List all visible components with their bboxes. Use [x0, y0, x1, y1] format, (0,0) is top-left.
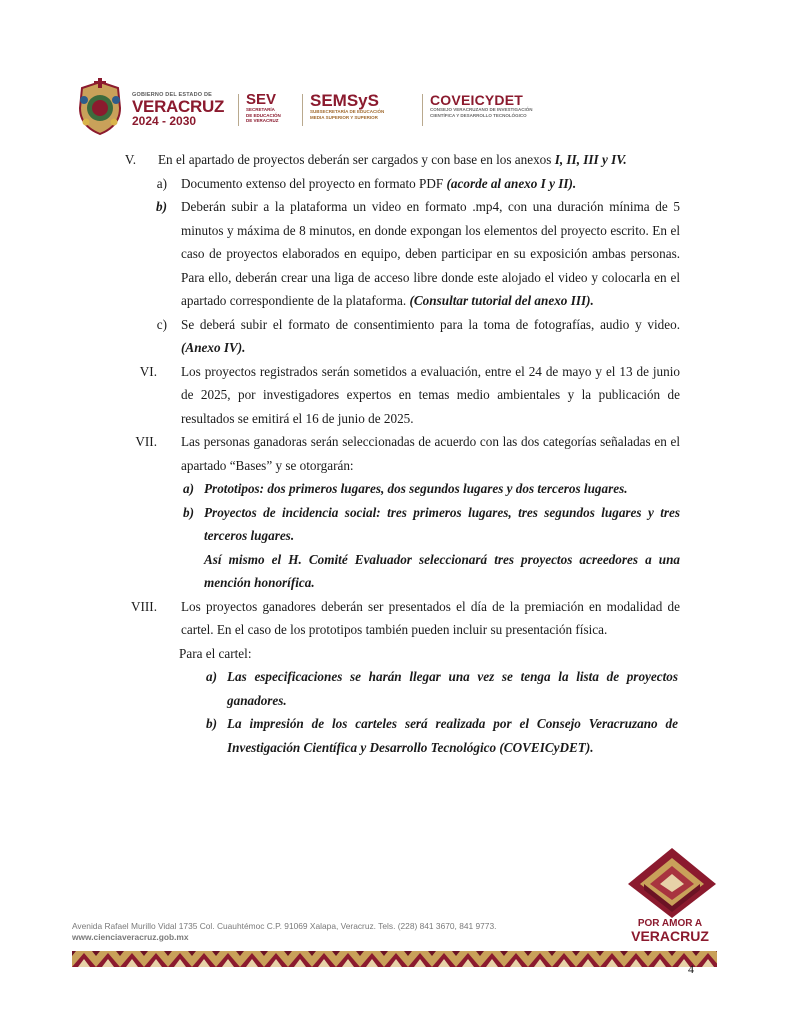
- slogan-line1: POR AMOR A: [637, 918, 703, 929]
- list-text: La impresión de los carteles será realizada por el Consejo Veracruzano de Investigación Científica y Desarrollo Tecnológico (COVEICyDET).: [227, 716, 678, 755]
- list-item: [206, 712, 678, 759]
- footer-website-link[interactable]: www.cienciaveracruz.gob.mx: [72, 932, 189, 942]
- section-number: VI.: [139, 363, 157, 379]
- list-item: [156, 313, 680, 360]
- section-text: Los proyectos ganadores deberán ser presentados el día de la premiación en modalidad de cartel. En el caso de los prototipos también pueden incluir su presentación física.: [181, 598, 680, 637]
- honorable-mention-note: [204, 548, 680, 595]
- section-v: [124, 148, 680, 172]
- section-number: VIII.: [131, 598, 157, 614]
- list-text: Deberán subir a la plataforma un video en formato .mp4, con una duración mínima de 5 minutos y máxima de 8 minutos, en donde expongan los elementos del proyecto escrito. En el caso de proyectos elaborados en equipo, deben participar en su exposición ambas personas. Para ello, deberán crear una liga de acceso libre donde este alojado el video y colocarla en el apartado correspondiente de la plataforma.: [181, 199, 680, 308]
- section-number: VII.: [135, 434, 157, 449]
- list-emphasis: (Anexo IV).: [181, 340, 246, 355]
- list-item: [156, 172, 680, 196]
- section-text: Los proyectos registrados serán sometidos a evaluación, entre el 24 de mayo y el 13 de junio de 2025, por investigadores expertos en temas medio ambientales y la publicación de resultados se emitirá el 16 de junio de 2025.: [181, 363, 680, 426]
- gob-line2: VERACRUZ: [132, 97, 225, 116]
- document-body: [0, 148, 791, 759]
- list-emphasis: (Consultar tutorial del anexo III).: [409, 293, 594, 308]
- slogan-line2: VERACRUZ: [631, 928, 709, 944]
- semsys-subtitle: SUBSECRETARÍA DE EDUCACIÓN MEDIA SUPERIOR Y SUPERIOR: [310, 109, 385, 120]
- list-item: [183, 477, 680, 501]
- semsys-logo: [310, 92, 384, 120]
- gob-line3: 2024 - 2030: [132, 114, 197, 128]
- section-number: V.: [124, 152, 136, 167]
- page-number: 4: [688, 962, 694, 976]
- list-label: b): [206, 716, 217, 731]
- list-text: Las especificaciones se harán llegar una vez se tenga la lista de proyectos ganadores.: [227, 669, 678, 708]
- list-item: [206, 665, 678, 712]
- list-text: Prototipos: dos primeros lugares, dos segundos lugares y dos terceros lugares.: [204, 481, 628, 496]
- list-text: Proyectos de incidencia social: tres primeros lugares, tres segundos lugares y tres terceros lugares.: [204, 504, 680, 543]
- government-logo: [132, 92, 242, 127]
- intro-text: Para el cartel:: [179, 645, 252, 661]
- footer-address: Avenida Rafael Murillo Vidal 1735 Col. Cuauhtémoc C.P. 91069 Xalapa, Veracruz. Tels. (228) 841 3670, 841 9773.: [72, 921, 497, 931]
- semsys-title: SEMSyS: [310, 91, 379, 110]
- list-label: a): [206, 669, 217, 684]
- section-text: En el apartado de proyectos deberán ser cargados y con base en los anexos: [158, 152, 555, 167]
- page-header: [72, 78, 672, 138]
- decorative-pattern-band: [72, 951, 717, 967]
- list-text: Documento extenso del proyecto en formato PDF: [181, 175, 447, 191]
- list-label: b): [183, 504, 194, 520]
- list-label: c): [156, 316, 167, 332]
- list-label: a): [156, 175, 167, 191]
- sev-logo: [246, 92, 281, 124]
- section-intro: [179, 642, 678, 666]
- list-text: Así mismo el H. Comité Evaluador seleccionará tres proyectos acreedores a una mención honorífica.: [204, 551, 680, 590]
- header-divider: [238, 94, 239, 126]
- veracruz-coat-of-arms-icon: [72, 78, 128, 136]
- section-emphasis: I, II, III y IV.: [554, 152, 627, 167]
- header-divider: [302, 94, 303, 126]
- coveicydet-title: COVEICYDET: [430, 92, 524, 108]
- list-label: b): [156, 199, 167, 214]
- section-vii: [135, 430, 680, 477]
- list-text: Se deberá subir el formato de consentimiento para la toma de fotografías, audio y video.: [181, 316, 680, 332]
- list-item: [156, 195, 680, 313]
- slogan: [622, 918, 718, 943]
- gob-line1: GOBIERNO DEL ESTADO DE: [132, 92, 212, 98]
- footer-address-block: [72, 921, 496, 943]
- sev-title: SEV: [246, 91, 277, 108]
- coveicydet-logo: [430, 93, 533, 118]
- list-emphasis: (acorde al anexo I y II).: [446, 175, 577, 191]
- section-vi: [139, 360, 680, 431]
- list-label: a): [183, 481, 194, 496]
- section-viii: [131, 595, 680, 642]
- sev-subtitle: SECRETARÍA DE EDUCACIÓN DE VERACRUZ: [246, 107, 281, 123]
- header-divider: [422, 94, 423, 126]
- coveicydet-subtitle: CONSEJO VERACRUZANO DE INVESTIGACIÓN CIENTÍFICA Y DESARROLLO TECNOLÓGICO: [430, 107, 533, 118]
- section-text: Las personas ganadoras serán seleccionadas de acuerdo con las dos categorías señaladas en el apartado “Bases” y se otorgarán:: [181, 434, 680, 473]
- list-item: [183, 501, 680, 548]
